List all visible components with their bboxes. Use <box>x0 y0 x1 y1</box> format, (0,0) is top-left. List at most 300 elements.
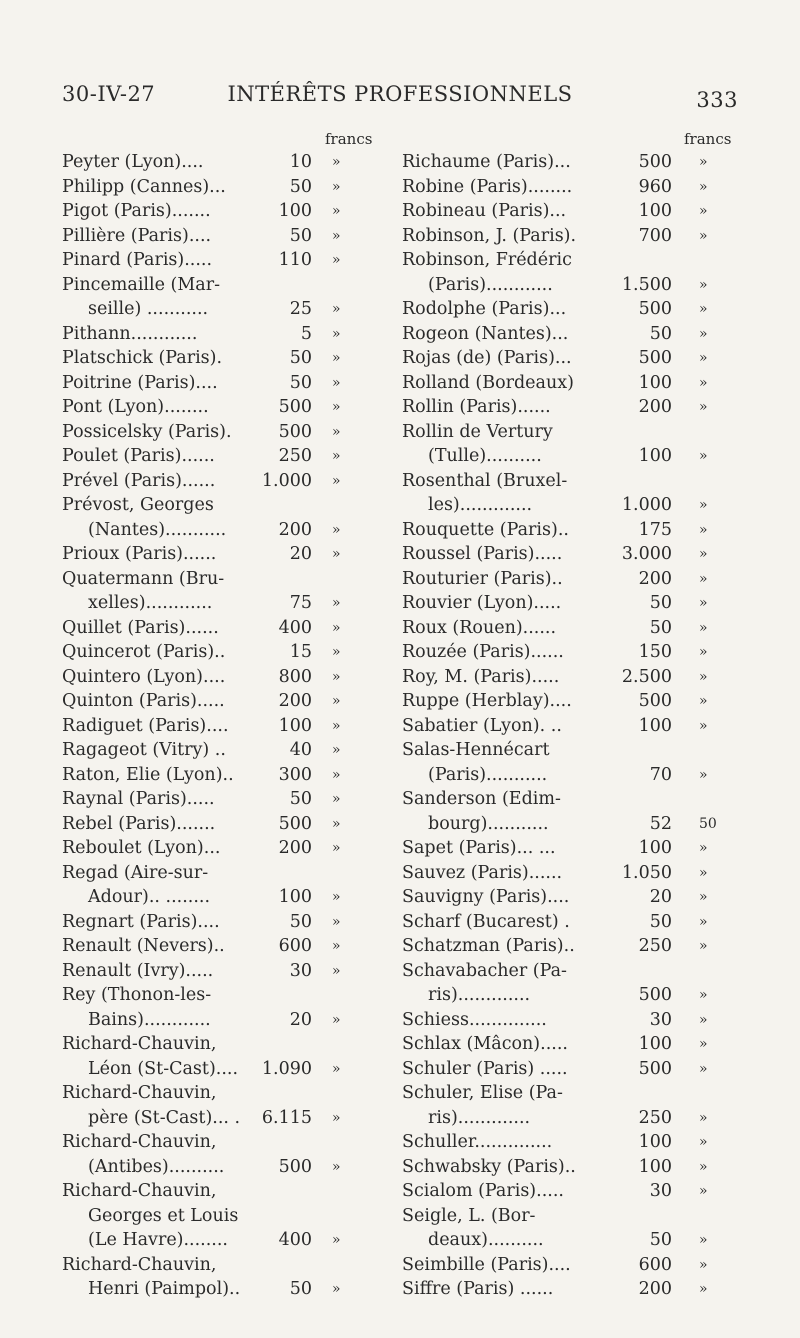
entry-mark: » <box>332 668 341 685</box>
entry-mark: » <box>699 595 708 611</box>
entry-amount: 2.500 <box>621 666 672 687</box>
entry-mark: » <box>332 913 341 930</box>
entry-line <box>402 1008 732 1033</box>
entry-line <box>402 959 732 984</box>
entry-mark: » <box>699 644 708 660</box>
entry-name: Adour).. ........ <box>88 887 211 907</box>
entry-line <box>402 1253 732 1278</box>
entry-mark: » <box>699 154 708 170</box>
entry-line <box>62 665 392 690</box>
entry-name: Rodolphe (Paris)... <box>402 299 567 319</box>
entry-name: bourg)........... <box>428 813 549 834</box>
entry-name: Quinton (Paris)..... <box>62 691 225 711</box>
entry-amount: 200 <box>278 838 312 858</box>
entry-name: Possicelsky (Paris). <box>62 421 232 442</box>
entry-name: Poulet (Paris)...... <box>62 446 215 466</box>
entry-name: Raton, Elie (Lyon).. <box>62 764 234 785</box>
entry-mark: » <box>699 1256 708 1273</box>
entry-line <box>402 1228 732 1253</box>
entry-line <box>62 273 392 298</box>
entry-line <box>62 420 392 445</box>
entry-amount: 250 <box>638 936 672 956</box>
entry-line <box>402 1130 732 1155</box>
entry-amount: 50 <box>649 323 672 344</box>
entry-mark: » <box>699 203 708 219</box>
entry-mark: » <box>699 399 708 415</box>
entry-line <box>62 1032 392 1057</box>
entry-mark: » <box>699 350 708 366</box>
entry-line <box>62 1081 392 1106</box>
entry-name: Regnart (Paris).... <box>62 911 220 932</box>
unit-label-left: francs <box>325 130 373 148</box>
entry-name: Seigle, L. (Bor- <box>402 1205 536 1226</box>
entry-amount: 50 <box>649 617 672 638</box>
entry-line <box>402 934 732 959</box>
entry-name: Richaume (Paris)... <box>402 152 571 172</box>
entry-line <box>402 689 732 714</box>
entry-line <box>402 1057 732 1082</box>
entry-mark: » <box>332 742 341 758</box>
entry-amount: 30 <box>649 1181 672 1201</box>
entry-amount: 150 <box>638 642 672 662</box>
entry-mark: » <box>332 423 341 440</box>
entry-name: Robinson, Frédéric <box>402 250 572 270</box>
entry-amount: 200 <box>638 1279 672 1299</box>
entry-amount: 100 <box>638 1156 672 1177</box>
entry-amount: 1.000 <box>261 470 312 491</box>
entry-line <box>62 567 392 592</box>
entry-amount: 25 <box>289 299 312 319</box>
entry-name: (Paris)........... <box>428 764 548 785</box>
entry-name: Quillet (Paris)...... <box>62 617 219 638</box>
entry-name: Raynal (Paris)..... <box>62 789 215 809</box>
entry-line <box>62 640 392 665</box>
entry-line <box>62 1253 392 1278</box>
entry-mark: » <box>332 962 341 979</box>
entry-amount: 100 <box>638 201 672 221</box>
entry-amount: 20 <box>649 887 672 907</box>
entry-line <box>62 175 392 200</box>
entry-line <box>62 493 392 518</box>
entry-mark: » <box>699 1060 708 1077</box>
entry-name: Peyter (Lyon).... <box>62 152 204 172</box>
entry-name: Ruppe (Herblay).... <box>402 691 572 711</box>
entry-mark: » <box>332 301 341 317</box>
entry-name: Schuller.............. <box>402 1132 553 1152</box>
entry-line <box>62 1277 392 1302</box>
entry-line <box>402 493 732 518</box>
entry-mark: » <box>699 1232 708 1248</box>
entry-name: Rosenthal (Bruxel- <box>402 470 568 491</box>
entry-mark: » <box>332 1109 341 1126</box>
entry-amount: 50 <box>289 789 312 809</box>
entry-name: Pincemaille (Mar- <box>62 274 220 295</box>
entry-name: (Nantes)........... <box>88 519 227 540</box>
entry-line <box>402 1106 732 1131</box>
entry-mark: » <box>332 350 341 366</box>
entry-name: Roussel (Paris)..... <box>402 544 563 564</box>
entry-amount: 250 <box>278 446 312 466</box>
entry-mark: » <box>332 448 341 464</box>
entry-amount: 40 <box>289 740 312 760</box>
entry-name: Philipp (Cannes)... <box>62 176 226 197</box>
entry-name: Regad (Aire-sur- <box>62 862 209 883</box>
entry-name: Schiess.............. <box>402 1009 547 1030</box>
entry-amount: 50 <box>649 911 672 932</box>
entry-name: Richard-Chauvin, <box>62 1181 217 1201</box>
entry-amount: 800 <box>278 666 312 687</box>
entry-line <box>62 861 392 886</box>
entry-name: Rollin (Paris)...... <box>402 397 551 417</box>
entry-name: Richard-Chauvin, <box>62 1254 217 1275</box>
entry-name: Rouquette (Paris).. <box>402 519 569 540</box>
entry-mark: » <box>699 1109 708 1126</box>
entry-line <box>402 248 732 273</box>
entry-line <box>402 787 732 812</box>
entry-line <box>402 469 732 494</box>
entry-name: seille) ........... <box>88 299 209 319</box>
entry-name: Rogeon (Nantes)... <box>402 323 569 344</box>
entry-line <box>402 1179 732 1204</box>
entry-name: Sanderson (Edim- <box>402 789 561 809</box>
entry-name: Pithann............ <box>62 323 198 344</box>
entry-mark: » <box>699 325 708 342</box>
entry-name: Routurier (Paris).. <box>402 568 563 589</box>
entry-line <box>402 542 732 567</box>
unit-label-right: francs <box>684 130 732 148</box>
entry-mark: » <box>332 546 341 562</box>
header-date: 30-IV-27 <box>62 82 156 106</box>
entry-name: Renault (Ivry)..... <box>62 960 214 981</box>
entry-amount: 600 <box>638 1254 672 1275</box>
entry-amount: 500 <box>278 1156 312 1177</box>
entry-line <box>62 787 392 812</box>
entry-line <box>402 1032 732 1057</box>
entry-mark: » <box>699 448 708 464</box>
entry-amount: 3.000 <box>621 544 672 564</box>
entry-name: Reboulet (Lyon)... <box>62 838 221 858</box>
entry-mark: » <box>332 815 341 832</box>
entry-amount: 30 <box>649 1009 672 1030</box>
entry-amount: 70 <box>649 764 672 785</box>
entry-line <box>402 1204 732 1229</box>
entry-line <box>402 591 732 616</box>
entry-line <box>402 420 732 445</box>
entry-mark: » <box>699 1036 708 1052</box>
entry-line <box>402 910 732 935</box>
entry-amount: 700 <box>638 225 672 246</box>
entry-amount: 50 <box>289 1279 312 1299</box>
entry-amount: 100 <box>638 1132 672 1152</box>
entry-line <box>62 150 392 175</box>
entry-name: Scialom (Paris)..... <box>402 1181 564 1201</box>
entry-line <box>402 861 732 886</box>
entry-line <box>62 1106 392 1131</box>
page-header <box>62 82 738 122</box>
entry-mark: » <box>699 521 708 538</box>
entry-line <box>62 763 392 788</box>
entry-amount: 10 <box>289 152 312 172</box>
entry-name: les)............. <box>428 495 533 515</box>
entry-name: Salas-Hennécart <box>402 740 550 760</box>
entry-name: Sapet (Paris)... ... <box>402 838 556 858</box>
entry-line <box>62 346 392 371</box>
entry-mark: 50 <box>699 815 717 832</box>
entry-name: (Paris)............ <box>428 274 553 295</box>
entry-amount: 75 <box>289 593 312 613</box>
entry-name: (Antibes).......... <box>88 1156 225 1177</box>
entry-line <box>402 983 732 1008</box>
entry-line <box>62 1228 392 1253</box>
entry-amount: 100 <box>638 446 672 466</box>
entry-mark: » <box>699 546 708 562</box>
entry-name: Georges et Louis <box>88 1205 239 1226</box>
entry-name: Pigot (Paris)....... <box>62 201 211 221</box>
entry-amount: 110 <box>278 250 312 270</box>
entry-mark: » <box>332 227 341 244</box>
entry-name: Rojas (de) (Paris)... <box>402 348 572 368</box>
entry-mark: » <box>699 889 708 905</box>
entry-name: Schavabacher (Pa- <box>402 960 567 981</box>
entry-name: Rebel (Paris)....... <box>62 813 216 834</box>
entry-mark: » <box>699 570 708 587</box>
entry-line <box>62 444 392 469</box>
entry-mark: » <box>699 840 708 856</box>
entry-name: Robineau (Paris)... <box>402 201 567 221</box>
entry-line <box>402 812 732 837</box>
entry-amount: 500 <box>278 813 312 834</box>
entry-name: Schlax (Mâcon)..... <box>402 1034 568 1054</box>
entry-mark: » <box>699 1134 708 1150</box>
entry-mark: » <box>332 521 341 538</box>
entry-amount: 200 <box>278 519 312 540</box>
entry-mark: » <box>332 1060 341 1077</box>
entry-amount: 500 <box>638 985 672 1005</box>
entry-mark: » <box>332 840 341 856</box>
entry-mark: » <box>699 301 708 317</box>
entry-name: Henri (Paimpol).. <box>88 1279 241 1299</box>
entry-mark: » <box>699 374 708 391</box>
entry-name: Seimbille (Paris).... <box>402 1254 571 1275</box>
entry-line <box>402 616 732 641</box>
entry-line <box>62 469 392 494</box>
entry-mark: » <box>699 497 708 513</box>
entry-mark: » <box>699 1183 708 1199</box>
entry-line <box>402 1155 732 1180</box>
entry-name: Schuler, Elise (Pa- <box>402 1083 563 1103</box>
entry-name: Siffre (Paris) ...... <box>402 1279 554 1299</box>
entry-line <box>62 1179 392 1204</box>
entry-amount: 250 <box>638 1107 672 1128</box>
entry-mark: » <box>699 619 708 636</box>
entry-amount: 20 <box>289 544 312 564</box>
entry-mark: » <box>699 668 708 685</box>
left-column <box>62 130 392 1302</box>
entry-line <box>62 836 392 861</box>
entry-line <box>62 885 392 910</box>
entry-amount: 1.090 <box>261 1058 312 1079</box>
entry-name: Robine (Paris)........ <box>402 176 573 197</box>
entry-mark: » <box>699 1158 708 1175</box>
entry-line <box>402 665 732 690</box>
entry-amount: 175 <box>638 519 672 540</box>
entry-amount: 1.050 <box>621 862 672 883</box>
entry-mark: » <box>332 1281 341 1297</box>
entry-mark: » <box>332 717 341 734</box>
entry-name: Quatermann (Bru- <box>62 568 225 589</box>
entry-mark: » <box>332 938 341 954</box>
entry-name: Sauvez (Paris)...... <box>402 862 563 883</box>
entry-line <box>62 1130 392 1155</box>
entry-line <box>62 1057 392 1082</box>
entry-amount: 200 <box>638 397 672 417</box>
entry-name: Sauvigny (Paris).... <box>402 887 570 907</box>
entry-name: Prévost, Georges <box>62 495 214 515</box>
entry-mark: » <box>699 227 708 244</box>
entry-mark: » <box>332 693 341 709</box>
entry-amount: 400 <box>278 1230 312 1250</box>
entry-mark: » <box>699 913 708 930</box>
entry-line <box>402 714 732 739</box>
entry-mark: » <box>332 252 341 268</box>
entry-name: Schatzman (Paris).. <box>402 936 575 956</box>
entry-amount: 50 <box>289 372 312 393</box>
entry-name: Ragageot (Vitry) .. <box>62 740 226 760</box>
entry-name: Rey (Thonon-les- <box>62 985 212 1005</box>
entry-mark: » <box>332 791 341 807</box>
entry-line <box>62 983 392 1008</box>
page-number: 333 <box>696 88 738 112</box>
entry-name: Quintero (Lyon).... <box>62 666 226 687</box>
entry-name: Rolland (Bordeaux) <box>402 372 574 393</box>
entry-name: Rollin de Vertury <box>402 421 553 442</box>
entry-amount: 400 <box>278 617 312 638</box>
entry-name: Richard-Chauvin, <box>62 1132 217 1152</box>
entry-line <box>402 1277 732 1302</box>
entry-name: Poitrine (Paris).... <box>62 372 218 393</box>
entry-line <box>62 518 392 543</box>
entry-mark: » <box>699 1011 708 1028</box>
entry-name: Richard-Chauvin, <box>62 1083 217 1103</box>
entry-mark: » <box>332 766 341 783</box>
entry-mark: » <box>332 1011 341 1028</box>
entry-line <box>62 689 392 714</box>
entry-line <box>62 714 392 739</box>
entry-amount: 100 <box>638 1034 672 1054</box>
entry-mark: » <box>699 276 708 293</box>
entry-line <box>62 322 392 347</box>
entry-line <box>62 542 392 567</box>
entry-name: Roy, M. (Paris)..... <box>402 666 560 687</box>
entry-line <box>402 224 732 249</box>
entry-amount: 100 <box>278 201 312 221</box>
entry-line <box>62 738 392 763</box>
entry-line <box>402 175 732 200</box>
entry-name: Platschick (Paris). <box>62 348 223 368</box>
entry-line <box>402 395 732 420</box>
entry-line <box>62 199 392 224</box>
entry-name: Sabatier (Lyon). .. <box>402 715 562 736</box>
entry-mark: » <box>332 399 341 415</box>
entry-line <box>402 322 732 347</box>
entry-line <box>62 395 392 420</box>
entry-name: (Tulle).......... <box>428 446 542 466</box>
entry-line <box>62 591 392 616</box>
entry-name: Schwabsky (Paris).. <box>402 1156 576 1177</box>
entry-line <box>402 1081 732 1106</box>
entry-amount: 5 <box>300 323 312 344</box>
entry-mark: » <box>699 693 708 709</box>
entry-mark: » <box>699 178 708 195</box>
entry-name: ris)............. <box>428 985 531 1005</box>
entry-line <box>62 934 392 959</box>
entry-mark: » <box>332 619 341 636</box>
entry-amount: 960 <box>638 176 672 197</box>
entry-name: Pinard (Paris)..... <box>62 250 213 270</box>
entry-mark: » <box>332 644 341 660</box>
entry-amount: 20 <box>289 1009 312 1030</box>
entry-line <box>62 1008 392 1033</box>
entry-amount: 30 <box>289 960 312 981</box>
entry-name: Renault (Nevers).. <box>62 936 225 956</box>
entry-amount: 6.115 <box>261 1107 312 1128</box>
entry-line <box>402 567 732 592</box>
entry-amount: 500 <box>638 691 672 711</box>
entry-amount: 50 <box>289 911 312 932</box>
entry-amount: 15 <box>289 642 312 662</box>
entry-amount: 50 <box>289 348 312 368</box>
entry-mark: » <box>332 203 341 219</box>
entry-line <box>62 297 392 322</box>
entry-name: Rouvier (Lyon)..... <box>402 593 562 613</box>
entry-name: ris)............. <box>428 1107 531 1128</box>
entry-line <box>402 150 732 175</box>
entry-mark: » <box>699 987 708 1003</box>
entry-line <box>402 640 732 665</box>
entry-name: Prével (Paris)...... <box>62 470 216 491</box>
entry-name: deaux).......... <box>428 1230 544 1250</box>
entry-name: Léon (St-Cast).... <box>88 1058 239 1079</box>
entry-name: Bains)............ <box>88 1009 211 1030</box>
entry-line <box>62 616 392 641</box>
entry-line <box>402 763 732 788</box>
entry-line <box>62 1155 392 1180</box>
entry-line <box>402 346 732 371</box>
entry-amount: 50 <box>649 593 672 613</box>
entry-amount: 52 <box>649 813 672 834</box>
entry-name: xelles)............ <box>88 593 213 613</box>
entry-mark: » <box>699 938 708 954</box>
entry-name: Richard-Chauvin, <box>62 1034 217 1054</box>
entry-amount: 1.500 <box>621 274 672 295</box>
entry-line <box>402 273 732 298</box>
entry-name: Pont (Lyon)........ <box>62 397 209 417</box>
entry-amount: 100 <box>638 372 672 393</box>
entry-amount: 50 <box>289 176 312 197</box>
entry-line <box>402 371 732 396</box>
entry-amount: 500 <box>638 299 672 319</box>
entry-amount: 500 <box>638 152 672 172</box>
entry-name: Scharf (Bucarest) . <box>402 911 570 932</box>
entry-line <box>402 518 732 543</box>
entry-amount: 200 <box>638 568 672 589</box>
entry-mark: » <box>332 595 341 611</box>
entry-amount: 200 <box>278 691 312 711</box>
entry-amount: 1.000 <box>621 495 672 515</box>
entry-amount: 300 <box>278 764 312 785</box>
entry-amount: 100 <box>278 715 312 736</box>
entry-line <box>402 738 732 763</box>
